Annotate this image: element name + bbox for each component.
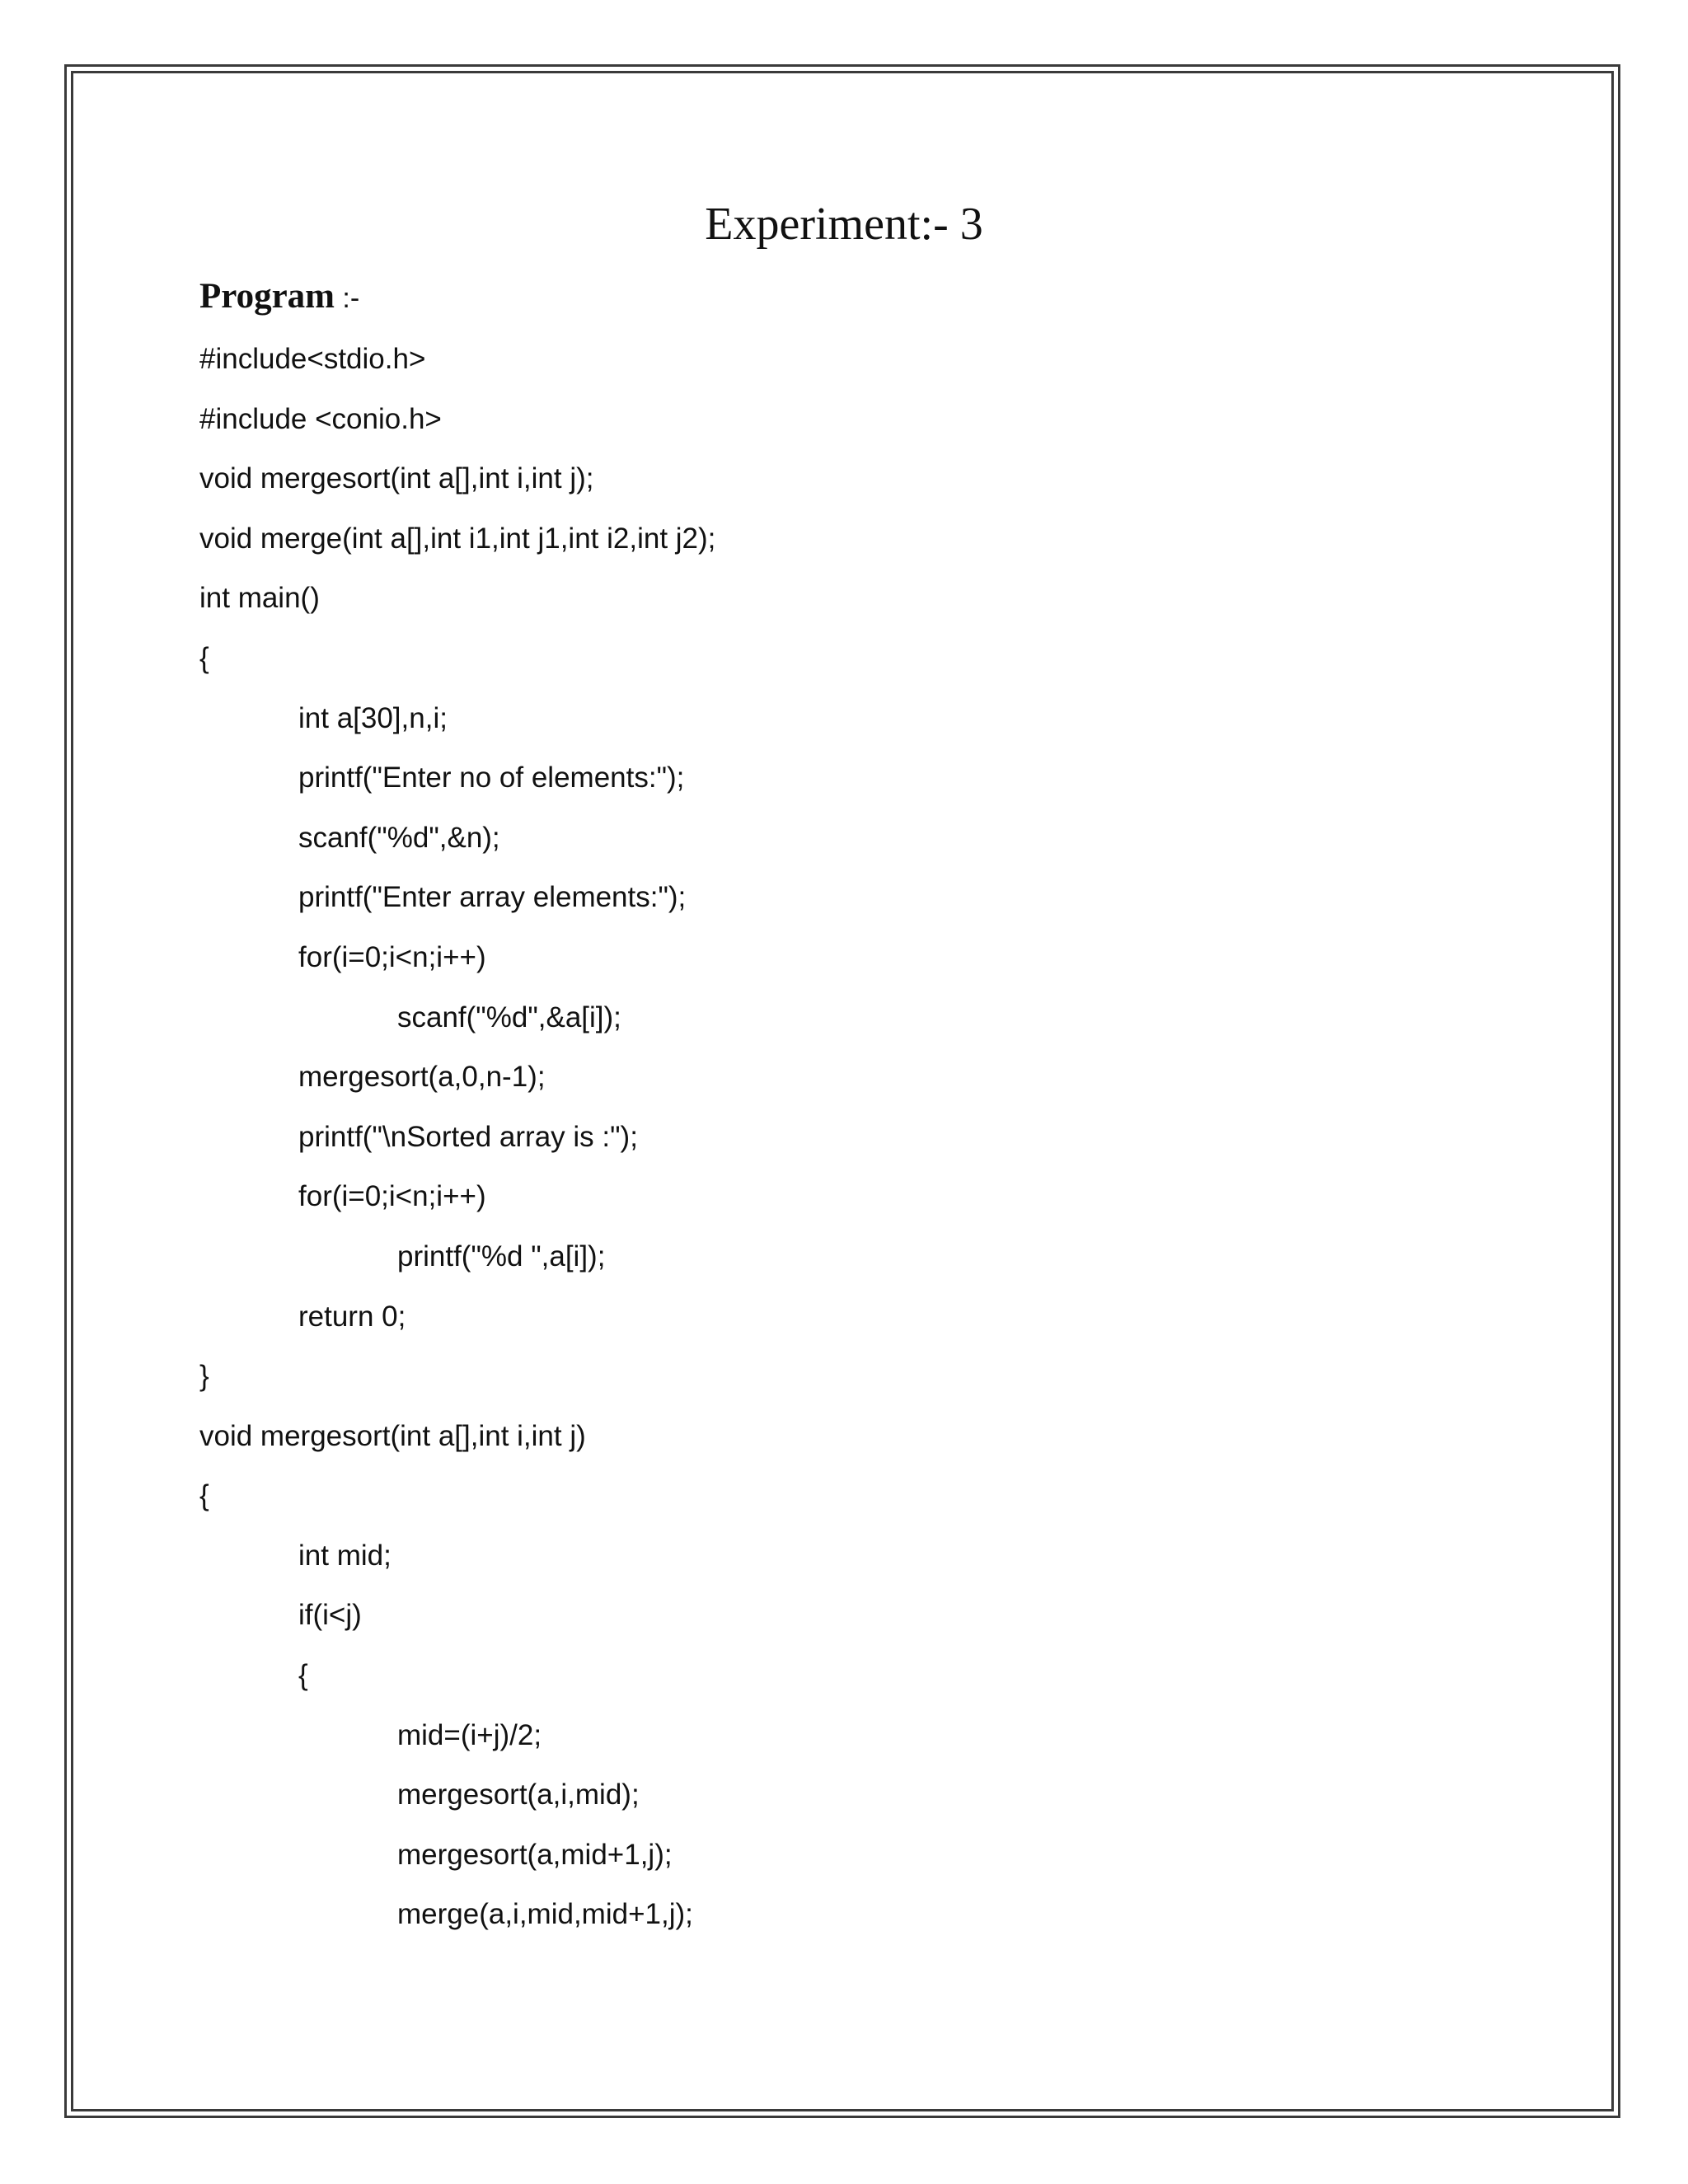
code-line: #include<stdio.h> xyxy=(199,343,426,375)
code-line: mergesort(a,i,mid); xyxy=(397,1779,640,1811)
page-title: Experiment:- 3 xyxy=(705,199,983,250)
code-line: { xyxy=(199,1479,209,1512)
code-line: mergesort(a,0,n-1); xyxy=(298,1061,546,1094)
code-line: printf("Enter no of elements:"); xyxy=(298,762,685,794)
code-line: printf("Enter array elements:"); xyxy=(298,881,687,914)
code-line: for(i=0;i<n;i++) xyxy=(298,940,486,973)
code-line: printf("%d ",a[i]); xyxy=(397,1240,606,1272)
code-line: int a[30],n,i; xyxy=(298,701,448,734)
code-line: #include <conio.h> xyxy=(199,402,442,435)
code-line: void mergesort(int a[],int i,int j); xyxy=(199,462,594,495)
code-line: int mid; xyxy=(298,1539,392,1572)
code-line: { xyxy=(199,641,209,674)
program-label-suffix: :- xyxy=(334,283,360,314)
code-line: scanf("%d",&a[i]); xyxy=(397,1001,621,1033)
code-line: } xyxy=(199,1360,209,1393)
code-line: mid=(i+j)/2; xyxy=(397,1718,542,1751)
code-line: int main() xyxy=(199,582,320,615)
code-line: printf("\nSorted array is :"); xyxy=(298,1120,638,1153)
code-line: return 0; xyxy=(298,1300,406,1333)
code-line: void merge(int a[],int i1,int j1,int i2,int j2); xyxy=(199,522,716,555)
code-line: merge(a,i,mid,mid+1,j); xyxy=(397,1898,693,1931)
program-label: Program xyxy=(199,277,335,316)
code-listing xyxy=(199,335,715,1950)
code-line: mergesort(a,mid+1,j); xyxy=(397,1838,673,1871)
program-heading xyxy=(199,272,359,323)
code-line: { xyxy=(298,1659,308,1692)
code-line: scanf("%d",&n); xyxy=(298,821,500,854)
code-line: void mergesort(int a[],int i,int j) xyxy=(199,1419,586,1452)
code-line: if(i<j) xyxy=(298,1599,362,1632)
code-line: for(i=0;i<n;i++) xyxy=(298,1180,486,1213)
